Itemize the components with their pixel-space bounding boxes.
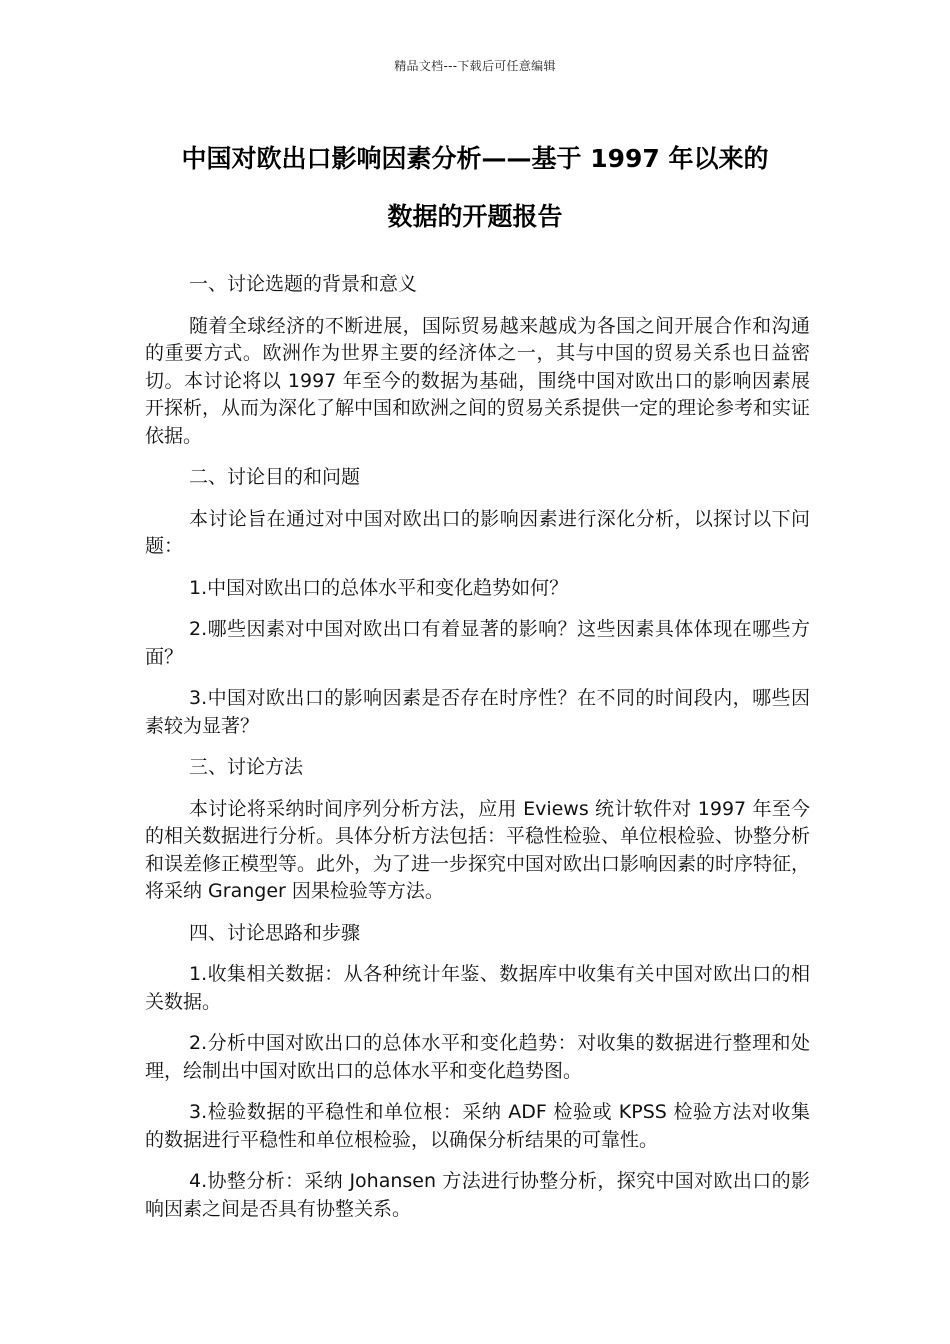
section-heading-background: 一、讨论选题的背景和意义 (189, 273, 418, 295)
question-item-2: 2.哪些因素对中国对欧出口有着显著的影响？这些因素具体体现在哪些方面？ (145, 618, 810, 668)
document-body (145, 271, 810, 1237)
document-title-line-1: 中国对欧出口影响因素分析——基于 1997 年以来的 (181, 144, 769, 173)
section-heading-method: 三、讨论方法 (189, 756, 304, 778)
question-item-1: 1.中国对欧出口的总体水平和变化趋势如何？ (189, 576, 569, 599)
question-item-3: 3.中国对欧出口的影响因素是否存在时序性？在不同的时间段内，哪些因素较为显著？ (145, 687, 810, 737)
section-heading-steps: 四、讨论思路和步骤 (189, 921, 361, 944)
step-item-2: 2.分析中国对欧出口的总体水平和变化趋势：对收集的数据进行整理和处理，绘制出中国对欧出口的总体水平和变化趋势图。 (145, 1032, 810, 1082)
step-item-4: 4.协整分析：采纳 Johansen 方法进行协整分析，探究中国对欧出口的影响因素之间是否具有协整关系。 (145, 1170, 810, 1220)
header-note: 精品文档---下载后可任意编辑 (394, 59, 556, 73)
step-item-1: 1.收集相关数据：从各种统计年鉴、数据库中收集有关中国对欧出口的相关数据。 (145, 963, 810, 1013)
document-title-line-2: 数据的开题报告 (387, 202, 563, 231)
method-paragraph: 本讨论将采纳时间序列分析方法，应用 Eviews 统计软件对 1997 年至今的相关数据进行分析。具体分析方法包括：平稳性检验、单位根检验、协整分析和误差修正模型等。此外，为了进一步探究中国对欧出口影响因素的时序特征，将采纳 Granger 因果检验等方法。 (145, 797, 811, 902)
section-heading-purpose: 二、讨论目的和问题 (189, 466, 361, 488)
purpose-paragraph: 本讨论旨在通过对中国对欧出口的影响因素进行深化分析，以探讨以下问题： (145, 507, 810, 557)
background-paragraph: 随着全球经济的不断进展，国际贸易越来越成为各国之间开展合作和沟通的重要方式。欧洲作为世界主要的经济体之一，其与中国的贸易关系也日益密切。本讨论将以 1997 年至今的数据为基础，围绕中国对欧出口的影响因素展开探析，从而为深化了解中国和欧洲之间的贸易关系提供一定的理论参考和实证依据。 (145, 314, 811, 447)
step-item-3: 3.检验数据的平稳性和单位根：采纳 ADF 检验或 KPSS 检验方法对收集的数据进行平稳性和单位根检验，以确保分析结果的可靠性。 (145, 1101, 810, 1151)
